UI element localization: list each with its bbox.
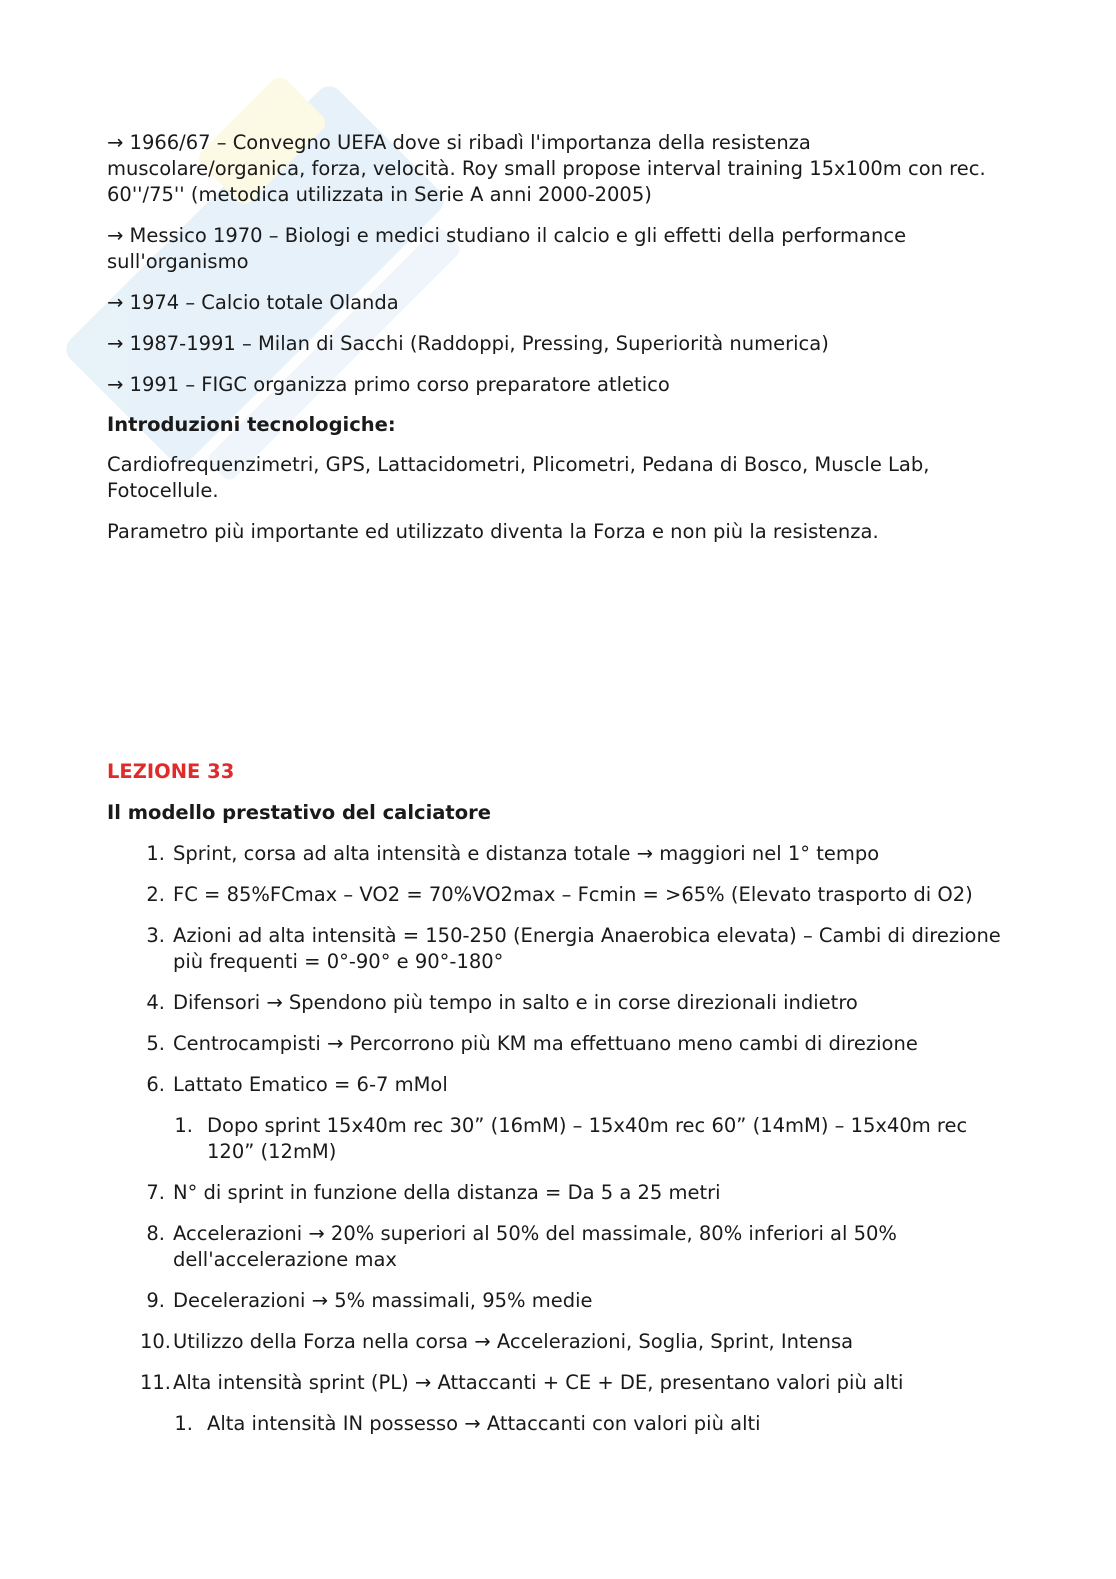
sub-list-item [173,1113,1007,1165]
sub-list-item-text: Alta intensità IN possesso → Attaccanti con valori più alti [207,1412,761,1435]
list-item-number: 5. [146,1032,165,1055]
list-item-text: Lattato Ematico = 6-7 mMol [173,1073,448,1096]
list-item-text: Decelerazioni → 5% massimali, 95% medie [173,1289,593,1312]
list-item [107,1221,1007,1273]
sub-list [173,1411,1007,1437]
list-item-number: 8. [146,1222,165,1245]
list-item [107,841,1007,867]
document-page [107,130,1007,1452]
list-item-number: 1. [146,842,165,865]
list-item-number: 6. [146,1073,165,1096]
sub-list-item [173,1411,1007,1437]
sub-list [173,1113,1007,1165]
list-item [107,1180,1007,1206]
history-paragraph-1987: → 1987-1991 – Milan di Sacchi (Raddoppi, Pressing, Superiorità numerica) [107,332,829,355]
list-item-text: Difensori → Spendono più tempo in salto e in corse direzionali indietro [173,991,858,1014]
list-item [107,1329,1007,1355]
list-item-text: N° di sprint in funzione della distanza = Da 5 a 25 metri [173,1181,721,1204]
sub-list-item-text: Dopo sprint 15x40m rec 30” (16mM) – 15x40m rec 60” (14mM) – 15x40m rec 120” (12mM) [207,1114,968,1163]
list-item [107,1072,1007,1165]
list-item [107,1370,1007,1437]
list-item-text: Accelerazioni → 20% superiori al 50% del massimale, 80% inferiori al 50% dell'accelerazione max [173,1222,897,1271]
history-paragraph-1970: → Messico 1970 – Biologi e medici studiano il calcio e gli effetti della performance sull'organismo [107,224,907,273]
performance-list [107,841,1007,1437]
tech-text: Cardiofrequenzimetri, GPS, Lattacidometri, Plicometri, Pedana di Bosco, Muscle Lab, Fotocellule. [107,453,930,502]
list-item-text: Azioni ad alta intensità = 150-250 (Energia Anaerobica elevata) – Cambi di direzione più frequenti = 0°-90° e 90°-180° [173,924,1001,973]
list-item-number: 3. [146,924,165,947]
list-item-number: 7. [146,1181,165,1204]
list-item [107,923,1007,975]
list-item-number: 9. [146,1289,165,1312]
list-item-number: 2. [146,883,165,906]
history-paragraph-1966: → 1966/67 – Convegno UEFA dove si ribadì l'importanza della resistenza muscolare/organica, forza, velocità. Roy small propose interval training 15x100m con rec. 60''/75'' (metodica utilizzata in Serie A anni 2000-2005) [107,131,986,206]
tech-heading: Introduzioni tecnologiche: [107,413,396,436]
list-item [107,882,1007,908]
lesson-title: LEZIONE 33 [107,760,235,783]
list-item-number: 10. [139,1330,171,1353]
list-item [107,990,1007,1016]
history-paragraph-1991: → 1991 – FIGC organizza primo corso preparatore atletico [107,373,670,396]
list-item-text: Alta intensità sprint (PL) → Attaccanti + CE + DE, presentano valori più alti [173,1371,904,1394]
list-item-number: 4. [146,991,165,1014]
list-item [107,1031,1007,1057]
conclusion-text: Parametro più importante ed utilizzato diventa la Forza e non più la resistenza. [107,520,879,543]
sub-list-item-number: 1. [174,1412,193,1435]
list-item-number: 11. [139,1371,171,1394]
sub-list-item-number: 1. [174,1114,193,1137]
list-item [107,1288,1007,1314]
section-title: Il modello prestativo del calciatore [107,801,491,824]
history-paragraph-1974: → 1974 – Calcio totale Olanda [107,291,399,314]
list-item-text: Sprint, corsa ad alta intensità e distanza totale → maggiori nel 1° tempo [173,842,880,865]
list-item-text: Centrocampisti → Percorrono più KM ma effettuano meno cambi di direzione [173,1032,918,1055]
list-item-text: FC = 85%FCmax – VO2 = 70%VO2max – Fcmin = >65% (Elevato trasporto di O2) [173,883,973,906]
list-item-text: Utilizzo della Forza nella corsa → Accelerazioni, Soglia, Sprint, Intensa [173,1330,854,1353]
